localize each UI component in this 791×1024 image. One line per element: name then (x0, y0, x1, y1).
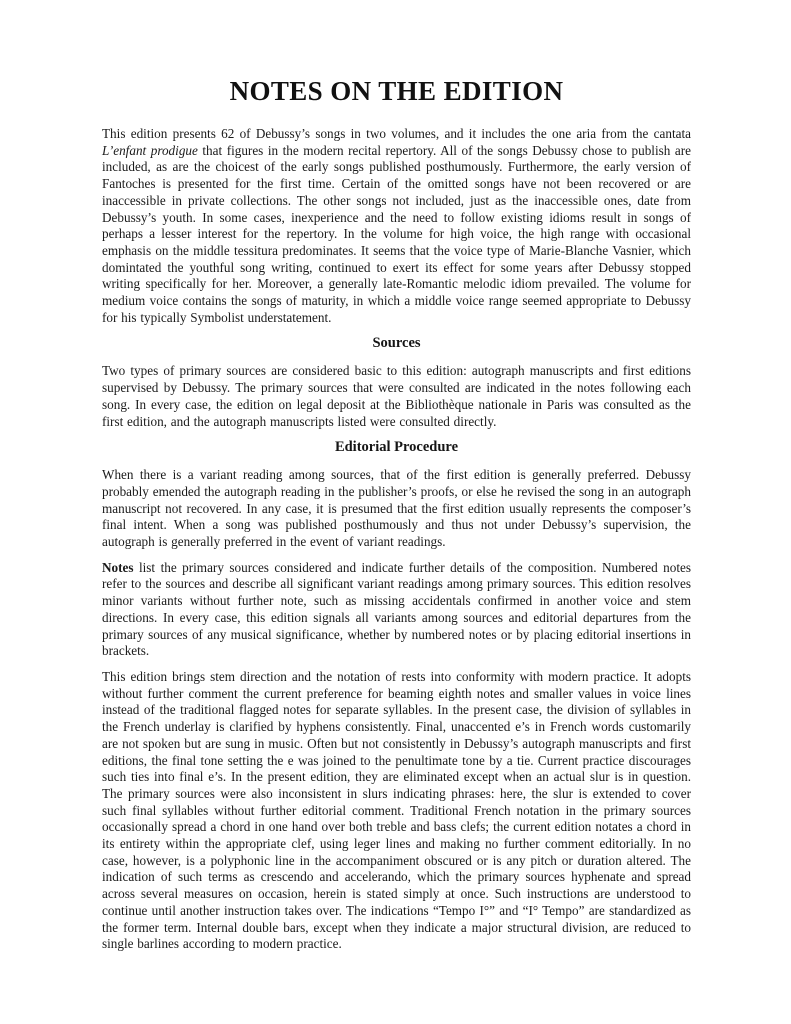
editorial-procedure-paragraph-3: This edition brings stem direction and the notation of rests into conformity with modern practice. It adopts without further comment the current preference for beaming eighth notes and smaller values in voice lines instead of the traditional flagged notes for separate syllables. In the present case, the division of syllables in the French underlay is clarified by hyphens consistently. Final, unaccented e’s in French words customarily are not spoken but are sung in music. Often but not consistently in Debussy’s autograph manuscripts and first editions, the final tone setting the e was joined to the penultimate tone by a tie. Current practice discourages such ties into final e’s. In the present edition, they are eliminated except when an actual slur is in question. The primary sources were also inconsistent in slurs indicating phrases: here, the slur is extended to cover such final syllables without further editorial comment. Traditional French notation in the primary sources occasionally spread a chord in one hand over both treble and bass clefs; the current edition notates a chord in its entirety within the appropriate clef, using leger lines and making no further comment editorially. In no case, however, is a polyphonic line in the accompaniment obscured or is any pitch or duration altered. The indication of such terms as crescendo and accelerando, which the primary sources hyphenate and spread across several measures on occasion, herein is stated simply at once. Such instructions are understood to continue until another instruction takes over. The indications “Tempo I°” and “I° Tempo” are standardized as the former term. Internal double bars, except when they indicate a major structural division, are reduced to single barlines according to modern practice. (102, 668, 691, 952)
editorial-procedure-paragraph-2: Notes list the primary sources considered and indicate further details of the composition. Numbered notes refer to the sources and describe all significant variant readings among primary sources. This edition resolves minor variants without further note, such as missing accidentals confirmed in another voice and stem directions. In every case, this edition signals all variants among sources and editorial departures from the primary sources of any musical significance, whether by numbered notes or by placing editorial insertions in brackets. (102, 559, 691, 659)
heading-sources: Sources (372, 335, 421, 352)
heading-editorial-procedure: Editorial Procedure (334, 439, 459, 456)
intro-paragraph: This edition presents 62 of Debussy’s songs in two volumes, and it includes the one aria from the cantata L’enfant prodigue that figures in the modern recital repertory. All of the songs Debussy chose to publish are included, as are the choicest of the early songs published posthumously. Furthermore, the early version of Fantoches is presented for the first time. Certain of the omitted songs have not been recovered or are inaccessible in private collections. The other songs not included, just as the inaccessible ones, date from Debussy’s youth. In some cases, inexperience and the need to follow existing idioms result in songs of perhaps a lesser interest for the repertory. In the volume for high voice, the high range with occasional emphasis on the middle tessitura predominates. It seems that the voice type of Marie-Blanche Vasnier, which domintated the youthful song writing, continued to exert its effect for some years after Debussy stopped writing specifically for her. Moreover, a generally late-Romantic melodic idiom prevailed. The volume for medium voice contains the songs of maturity, in which a middle voice range seemed appropriate to Debussy for his typically Symbolist understatement. (102, 126, 691, 325)
page-title: NOTES ON THE EDITION (229, 76, 564, 106)
sources-paragraph: Two types of primary sources are considered basic to this edition: autograph manuscripts and first editions supervised by Debussy. The primary sources that were consulted are indicated in the notes following each song. In every case, the edition on legal deposit at the Bibliothèque nationale in Paris was consulted as the first edition, and the autograph manuscripts listed were consulted directly. (102, 363, 691, 429)
editorial-procedure-paragraph-1: When there is a variant reading among sources, that of the first edition is generally preferred. Debussy probably emended the autograph reading in the publisher’s proofs, or else he revised the song in an autograph manuscript not recovered. In any case, it is presumed that the first edition usually represents the composer’s final intent. When a song was published posthumously and thus not under Debussy’s supervision, the autograph is generally preferred in the event of variant readings. (102, 467, 691, 550)
